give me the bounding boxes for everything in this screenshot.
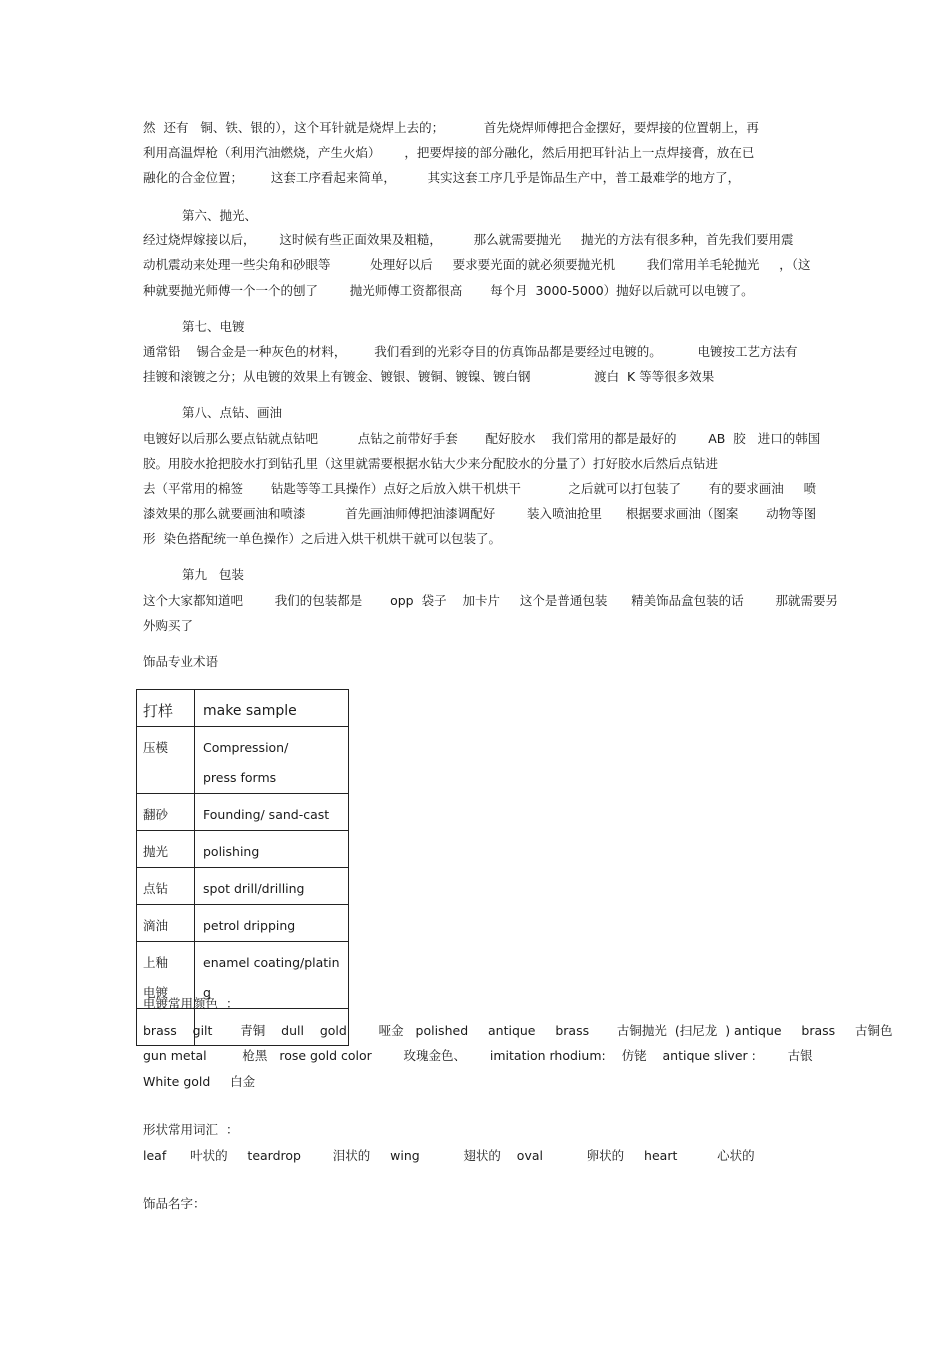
vocabulary-line: 电镀常用颜色 ：: [143, 996, 239, 1011]
term-english-cell: [195, 905, 349, 942]
term-chinese-cell: [137, 794, 195, 831]
table-row: [137, 831, 349, 868]
section-heading: 第八、点钻、画油: [182, 405, 283, 420]
paragraph-line: 挂镀和滚镀之分；从电镀的效果上有镀金、镀银、镀铜、镀镍、镀白钢 渡白 K 等等很多效果: [143, 369, 715, 384]
cell-text: 电镀: [143, 985, 169, 1000]
cell-text: Founding/ sand-cast: [203, 807, 330, 822]
term-english-cell: [195, 794, 349, 831]
term-english-cell: [195, 727, 349, 794]
paragraph-line: 种就要抛光师傅一个一个的刨了 抛光师傅工资都很高 每个月 3000-5000）抛好以后就可以电镀了。: [143, 283, 754, 298]
vocabulary-line: leaf 叶状的 teardrop 泪状的 wing 翅状的 oval 卵状的 heart 心状的: [143, 1148, 755, 1163]
paragraph-line: 这个大家都知道吧 我们的包装都是 opp 袋子 加卡片 这个是普通包装 精美饰品盒包装的话 那就需要另: [143, 593, 838, 608]
paragraph-line: 胶。用胶水抢把胶水打到钻孔里（这里就需要根据水钻大少来分配胶水的分量了）打好胶水后然后点钻进: [143, 456, 719, 471]
section-heading: 第六、抛光、: [182, 208, 258, 223]
cell-text: press forms: [203, 770, 277, 785]
paragraph-line: 经过烧焊嫁接以后， 这时候有些正面效果及粗糙， 那么就需要抛光 抛光的方法有很多种，首先我们要用震: [143, 232, 794, 247]
term-english-cell: [195, 831, 349, 868]
table-row: [137, 690, 349, 727]
cell-text: petrol dripping: [203, 918, 296, 933]
section-heading: 第九 包装: [182, 567, 244, 582]
vocabulary-line: brass gilt 青铜 dull gold 哑金 polished antique brass 古铜抛光 (扫尼龙 ) antique brass 古铜色: [143, 1023, 893, 1038]
paragraph-line: 电镀好以后那么要点钻就点钻吧 点钻之前带好手套 配好胶水 我们常用的都是最好的 AB 胶 进口的韩国: [143, 431, 821, 446]
term-chinese-cell: [137, 727, 195, 794]
paragraph-line: 通常铅 锡合金是一种灰色的材料， 我们看到的光彩夺目的仿真饰品都是要经过电镀的。 电镀按工艺方法有: [143, 344, 798, 359]
cell-text: 翻砂: [143, 807, 169, 822]
cell-text: enamel coating/platin: [203, 955, 340, 970]
table-row: [137, 727, 349, 794]
paragraph-line: 外购买了: [143, 618, 194, 633]
table-row: [137, 794, 349, 831]
paragraph-line: 然 还有 铜、铁、银的），这个耳针就是烧焊上去的； 首先烧焊师傅把合金摆好，要焊接的位置朝上，再: [143, 120, 759, 135]
vocabulary-line: gun metal 枪黑 rose gold color 玫瑰金色、 imitation rhodium: 仿铑 antique sliver : 古银: [143, 1048, 813, 1063]
paragraph-line: 漆效果的那么就要画油和喷漆 首先画油师傅把油漆调配好 装入喷油抢里 根据要求画油（图案 动物等图: [143, 506, 817, 521]
term-chinese-cell: [137, 831, 195, 868]
cell-text: 上釉: [143, 955, 169, 970]
cell-text: Compression/: [203, 740, 289, 755]
paragraph-line: 利用高温焊枪（利用汽油燃烧，产生火焰） ，把要焊接的部分融化，然后用把耳针沾上一点焊接膏，放在已: [143, 145, 755, 160]
cell-text: 压模: [143, 740, 169, 755]
cell-text: make sample: [203, 703, 297, 719]
table-row: [137, 868, 349, 905]
terms-table: [136, 689, 349, 1046]
paragraph-line: 形 染色搭配统一单色操作）之后进入烘干机烘干就可以包装了。: [143, 531, 501, 546]
paragraph-line: 融化的合金位置； 这套工序看起来简单， 其实这套工序几乎是饰品生产中，普工最难学的地方了，: [143, 170, 741, 185]
term-chinese-cell: [137, 905, 195, 942]
section-heading: 第七、电镀: [182, 319, 245, 334]
vocabulary-line: 饰品名字：: [143, 1196, 206, 1211]
term-chinese-cell: [137, 690, 195, 727]
cell-text: 抛光: [143, 844, 169, 859]
paragraph-line: 动机震动来处理一些尖角和砂眼等 处理好以后 要求要光面的就必须要抛光机 我们常用羊毛轮抛光 ，（这: [143, 257, 811, 272]
cell-text: 点钻: [143, 881, 169, 896]
vocabulary-line: White gold 白金: [143, 1074, 256, 1089]
cell-text: polishing: [203, 844, 260, 859]
paragraph-line: 去（平常用的棉签 钻匙等等工具操作）点好之后放入烘干机烘干 之后就可以打包装了 有的要求画油 喷: [143, 481, 817, 496]
cell-text: spot drill/drilling: [203, 881, 305, 896]
term-english-cell: [195, 868, 349, 905]
cell-text: 滴油: [143, 918, 169, 933]
cell-text: g: [203, 985, 211, 1000]
table-row: [137, 905, 349, 942]
term-chinese-cell: [137, 868, 195, 905]
vocabulary-line: 形状常用词汇 ：: [143, 1122, 239, 1137]
cell-text: 打样: [143, 702, 174, 720]
paragraph-line: 饰品专业术语: [143, 654, 219, 669]
term-english-cell: [195, 690, 349, 727]
